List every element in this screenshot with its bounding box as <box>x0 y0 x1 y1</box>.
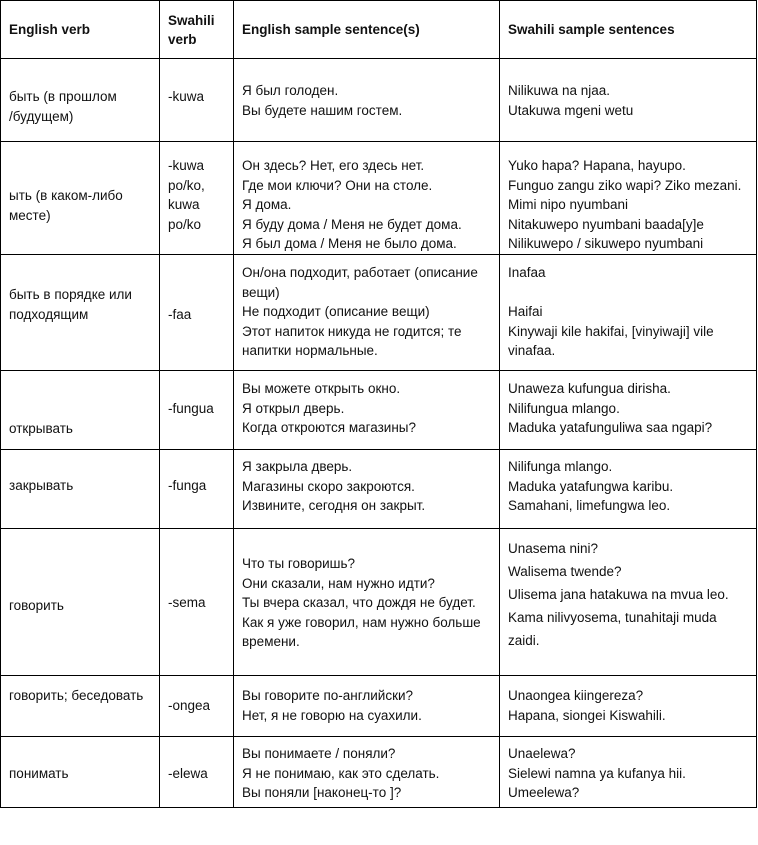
cell-text-block <box>234 371 499 438</box>
cell-swahili-verb <box>160 255 234 371</box>
cell-line: Hapana, siongei Kiswahili. <box>508 707 666 723</box>
header-swahili-sentences-label: Swahili sample sentences <box>508 22 675 37</box>
cell-line: Вы понимаете / поняли? <box>242 746 396 761</box>
cell-line: Maduka yatafunguliwa saa ngapi? <box>508 420 713 435</box>
cell-line: -elewa <box>168 766 208 781</box>
cell-english-sentences <box>234 59 500 142</box>
cell-line: po/ko, <box>168 177 205 193</box>
cell-swahili-sentences <box>500 142 757 255</box>
cell-line: открывать <box>9 421 73 436</box>
cell-line: Kama nilivyosema, tunahitaji muda <box>508 610 717 625</box>
cell-line: Walisema twende? <box>508 564 622 579</box>
cell-line: Nitakuwepo nyumbani baada[y]e <box>508 216 704 232</box>
cell-text-block <box>1 450 159 496</box>
cell-line: быть в порядке или <box>9 287 132 302</box>
cell-line: Я открыл дверь. <box>242 400 345 416</box>
header-swahili-sentences <box>500 1 757 59</box>
table-row <box>1 676 757 737</box>
cell-english-verb <box>1 737 160 808</box>
table-row <box>1 59 757 142</box>
cell-line: Yuko hapa? Hapana, hayupo. <box>508 158 686 173</box>
cell-line: Я был дома / Меня не было дома. <box>242 236 457 251</box>
cell-text-block <box>500 371 756 438</box>
cell-english-verb <box>1 371 160 450</box>
cell-swahili-verb <box>160 59 234 142</box>
cell-swahili-verb <box>160 529 234 676</box>
cell-line: говорить; беседовать <box>9 688 144 703</box>
cell-line: Unaongea kiingereza? <box>508 688 644 703</box>
cell-swahili-sentences <box>500 737 757 808</box>
cell-english-verb <box>1 450 160 529</box>
cell-line: Samahani, limefungwa leo. <box>508 498 671 513</box>
cell-line: Ты вчера сказал, что дождя не будет. <box>242 595 476 610</box>
cell-line: Utakuwa mgeni wetu <box>508 102 634 118</box>
header-english-verb <box>1 1 160 59</box>
cell-text-block <box>234 450 499 516</box>
cell-english-sentences <box>234 450 500 529</box>
header-swahili-verb <box>160 1 234 59</box>
cell-line: Inafaa <box>508 265 546 280</box>
cell-line: Вы говорите по-английски? <box>242 688 414 703</box>
cell-line: Я закрыла дверь. <box>242 459 353 474</box>
cell-text-block <box>1 529 159 616</box>
cell-text-block <box>160 450 233 496</box>
cell-line: Как я уже говорил, нам нужно больше <box>242 614 481 630</box>
cell-line: Этот напиток никуда не годится; те <box>242 323 462 339</box>
cell-line: Он здесь? Нет, его здесь нет. <box>242 158 425 173</box>
cell-line: Нет, я не говорю на суахили. <box>242 707 422 723</box>
cell-line: -funga <box>168 478 207 493</box>
cell-text-block <box>160 59 233 107</box>
cell-text-block <box>500 255 756 361</box>
cell-text-block <box>1 737 159 784</box>
cell-english-sentences <box>234 529 500 676</box>
cell-line: Kinywaji kile hakifai, [vinyiwaji] vile <box>508 323 714 339</box>
table-row <box>1 450 757 529</box>
cell-line: Nilikuwepo / sikuwepo nyumbani <box>508 236 704 251</box>
cell-swahili-sentences <box>500 59 757 142</box>
cell-text-block <box>1 255 159 324</box>
cell-text-block <box>160 371 233 419</box>
cell-line: подходящим <box>9 306 89 322</box>
cell-line: -sema <box>168 595 206 610</box>
cell-line: ыть (в каком-либо <box>9 188 123 203</box>
cell-text-block <box>234 142 499 254</box>
cell-english-sentences <box>234 737 500 808</box>
cell-line: Когда откроются магазины? <box>242 420 416 435</box>
cell-line: Они сказали, нам нужно идти? <box>242 575 435 591</box>
cell-line: Unasema nini? <box>508 541 599 556</box>
cell-line: po/ko <box>168 216 202 232</box>
cell-line: Mimi nipo nyumbani <box>508 197 629 212</box>
cell-swahili-verb <box>160 450 234 529</box>
cell-english-verb <box>1 142 160 255</box>
cell-text-block <box>500 676 756 725</box>
cell-line: -kuwa <box>168 89 205 104</box>
cell-text-block <box>500 142 756 254</box>
cell-text-block <box>234 737 499 803</box>
cell-text-block <box>160 255 233 325</box>
cell-swahili-sentences <box>500 529 757 676</box>
cell-line: Вы поняли [наконец-то ]? <box>242 785 402 800</box>
cell-english-verb <box>1 676 160 737</box>
cell-english-sentences <box>234 371 500 450</box>
cell-text-block <box>1 371 159 439</box>
cell-line: /будущем) <box>9 108 74 124</box>
cell-line: Что ты говоришь? <box>242 556 356 571</box>
header-swahili-verb-line2: verb <box>168 31 197 47</box>
cell-text-block <box>160 529 233 613</box>
cell-line: Ulisema jana hatakuwa na mvua leo. <box>508 587 729 602</box>
cell-line: -ongea <box>168 698 211 713</box>
cell-line: -fungua <box>168 401 214 416</box>
cell-text-block <box>1 676 159 706</box>
cell-swahili-verb <box>160 371 234 450</box>
cell-line: месте) <box>9 207 51 223</box>
cell-line: Nilifunga mlango. <box>508 459 613 474</box>
header-english-verb-label: English verb <box>9 22 91 37</box>
cell-line: Nilifungua mlango. <box>508 400 620 416</box>
cell-text-block <box>500 59 756 120</box>
cell-line: Unaweza kufungua dirisha. <box>508 381 671 396</box>
cell-text-block <box>234 255 499 361</box>
table-row <box>1 529 757 676</box>
cell-line <box>508 283 752 303</box>
cell-swahili-sentences <box>500 371 757 450</box>
cell-english-verb <box>1 59 160 142</box>
cell-line: Я дома. <box>242 197 292 212</box>
cell-line: Магазины скоро закроются. <box>242 478 415 494</box>
cell-line: понимать <box>9 766 69 781</box>
header-swahili-verb-line1: Swahili <box>168 12 215 28</box>
cell-swahili-verb <box>160 676 234 737</box>
cell-line: -kuwa <box>168 158 205 173</box>
cell-text-block <box>500 450 756 516</box>
header-row <box>1 1 757 59</box>
table-row <box>1 255 757 371</box>
cell-line: Umeelewa? <box>508 785 580 800</box>
cell-text-block <box>1 59 159 126</box>
cell-line: напитки нормальные. <box>242 343 378 358</box>
cell-swahili-sentences <box>500 450 757 529</box>
cell-line: Извините, сегодня он закрыт. <box>242 498 426 513</box>
header-english-sentences-label: English sample sentence(s) <box>242 22 420 37</box>
cell-line: Я был голоден. <box>242 83 339 98</box>
cell-swahili-verb <box>160 737 234 808</box>
cell-line: Вы будете нашим гостем. <box>242 102 403 118</box>
cell-text-block <box>160 737 233 784</box>
table-row <box>1 142 757 255</box>
cell-text-block <box>234 676 499 725</box>
cell-swahili-sentences <box>500 255 757 371</box>
cell-english-verb <box>1 255 160 371</box>
cell-text-block <box>500 529 756 652</box>
cell-line: говорить <box>9 598 64 613</box>
cell-text-block <box>500 737 756 803</box>
cell-english-sentences <box>234 676 500 737</box>
cell-line: Nilikuwa na njaa. <box>508 83 611 98</box>
cell-line: Unaelewa? <box>508 746 576 761</box>
cell-english-sentences <box>234 255 500 371</box>
cell-line: zaidi. <box>508 633 540 648</box>
cell-line: времени. <box>242 634 300 649</box>
cell-line: Я буду дома / Меня не будет дома. <box>242 216 462 232</box>
cell-line: kuwa <box>168 197 200 212</box>
cell-text-block <box>1 142 159 225</box>
cell-swahili-sentences <box>500 676 757 737</box>
cell-text-block <box>160 142 233 234</box>
cell-text-block <box>160 676 233 716</box>
cell-line: vinafaa. <box>508 343 556 358</box>
cell-line: вещи) <box>242 284 280 300</box>
table-row <box>1 737 757 808</box>
cell-english-sentences <box>234 142 500 255</box>
cell-line: Вы можете открыть окно. <box>242 381 401 396</box>
cell-line: Не подходит (описание вещи) <box>242 304 430 319</box>
cell-line: быть (в прошлом <box>9 89 117 104</box>
cell-line: -faa <box>168 307 192 322</box>
cell-line: Он/она подходит, работает (описание <box>242 265 478 280</box>
table-row <box>1 371 757 450</box>
cell-english-verb <box>1 529 160 676</box>
cell-text-block <box>234 59 499 120</box>
cell-line: Где мои ключи? Они на столе. <box>242 177 433 193</box>
cell-line: Maduka yatafungwa karibu. <box>508 478 674 494</box>
cell-line: Я не понимаю, как это сделать. <box>242 765 440 781</box>
header-english-sentences <box>234 1 500 59</box>
cell-line: Sielewi namna ya kufanya hii. <box>508 765 686 781</box>
cell-line: Funguo zangu ziko wapi? Ziko mezani. <box>508 177 742 193</box>
cell-swahili-verb <box>160 142 234 255</box>
cell-line: закрывать <box>9 478 74 493</box>
cell-line: Haifai <box>508 304 543 319</box>
cell-text-block <box>234 529 499 652</box>
